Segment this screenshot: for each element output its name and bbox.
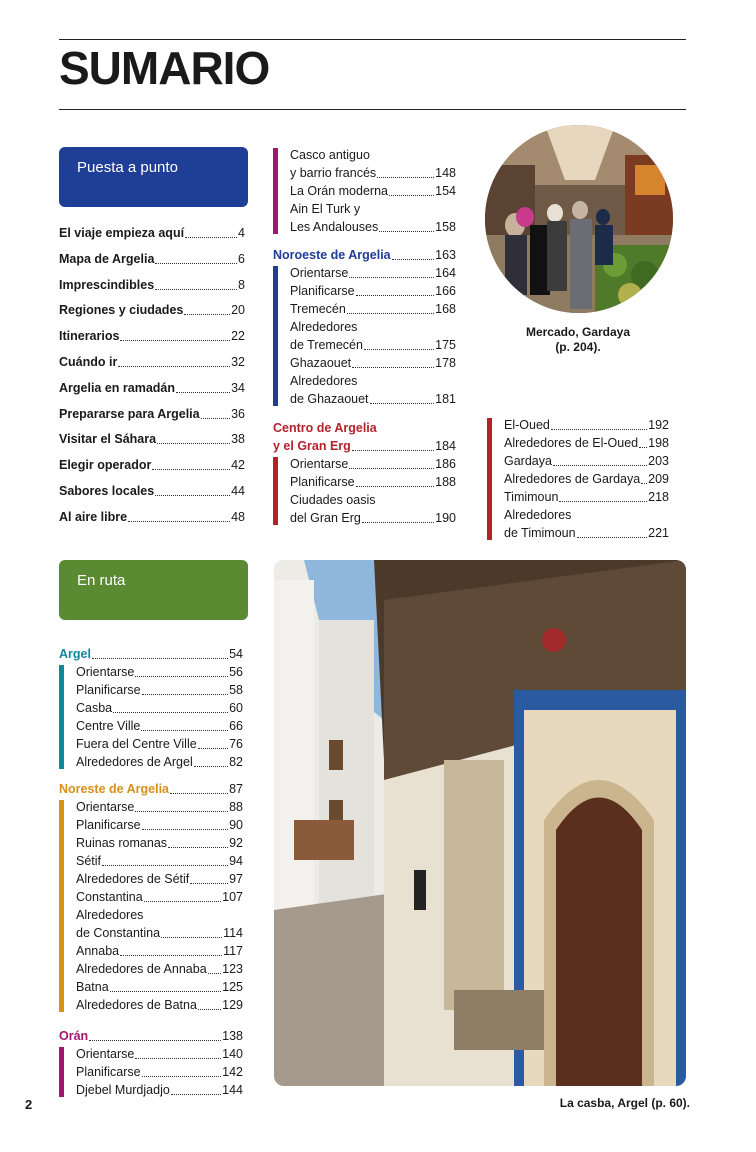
- casba-photo: [274, 560, 686, 1086]
- toc-entry-page: 76: [229, 737, 243, 751]
- dot-leader: [356, 295, 435, 296]
- toc-entry-label: Elegir operador: [59, 458, 152, 473]
- toc-entry-label: Orientarse: [290, 266, 349, 280]
- section-badge-puesta: [59, 147, 248, 207]
- dot-leader: [171, 1094, 221, 1095]
- section-heading-argel[interactable]: Argel 54: [59, 647, 243, 661]
- toc-entry-label: del Gran Erg: [290, 511, 361, 525]
- toc-entry-page: 188: [435, 475, 456, 489]
- section-centro-continued: [487, 416, 669, 542]
- toc-entry-label: Tremecén: [290, 302, 346, 316]
- toc-entry[interactable]: [290, 164, 456, 182]
- toc-entry-label: y barrio francés: [290, 166, 377, 180]
- toc-entry-label: Regiones y ciudades: [59, 303, 184, 318]
- toc-entry[interactable]: [59, 250, 245, 268]
- dot-leader: [185, 237, 237, 238]
- toc-entry[interactable]: [76, 1045, 243, 1063]
- noreste-subsections: [59, 798, 243, 1014]
- toc-entry[interactable]: [76, 798, 243, 816]
- toc-entry-page: 190: [435, 511, 456, 525]
- toc-entry-label: Alrededores de Batna: [76, 998, 197, 1012]
- toc-entry-page: 181: [435, 392, 456, 406]
- toc-entry-label: Ghazaouet: [290, 356, 352, 370]
- toc-entry-label: de Constantina: [76, 926, 161, 940]
- dot-leader: [639, 447, 647, 448]
- toc-entry-label-line1: Alrededores: [290, 374, 358, 388]
- toc-entry-label: Planificarse: [76, 818, 141, 832]
- toc-entry-label: Alrededores de El-Oued: [504, 436, 639, 450]
- toc-entry-label: Sabores locales: [59, 483, 155, 498]
- toc-entry-label: Les Andalouses: [290, 220, 379, 234]
- page-title: SUMARIO: [59, 42, 270, 94]
- puesta-list: [59, 224, 245, 534]
- dot-leader: [194, 766, 228, 767]
- toc-entry-page: 107: [222, 890, 243, 904]
- dot-leader: [190, 883, 228, 884]
- toc-entry-label: Alrededores de Argel: [76, 755, 193, 769]
- toc-entry-label: Gardaya: [504, 454, 552, 468]
- toc-entry[interactable]: [76, 852, 243, 870]
- dot-leader: [120, 340, 230, 341]
- toc-entry-label: Orientarse: [290, 457, 349, 471]
- toc-entry-page: 144: [222, 1083, 243, 1097]
- toc-entry-label: de Timimoun: [504, 526, 576, 540]
- dot-leader: [356, 486, 435, 487]
- section-centro: [273, 419, 456, 527]
- toc-entry-label: Sétif: [76, 854, 102, 868]
- dot-leader: [155, 495, 230, 496]
- dot-leader: [155, 263, 237, 264]
- toc-entry-page: 94: [229, 854, 243, 868]
- dot-leader: [551, 429, 647, 430]
- toc-entry-label-line1: Ciudades oasis: [290, 493, 376, 507]
- toc-entry-page: 164: [435, 266, 456, 280]
- toc-entry-page: 32: [231, 354, 245, 369]
- toc-entry-label: de Ghazaouet: [290, 392, 369, 406]
- toc-entry[interactable]: [290, 354, 456, 372]
- dot-leader: [349, 277, 434, 278]
- dot-leader: [559, 501, 647, 502]
- centro-continued-subsections: [487, 416, 669, 542]
- toc-entry[interactable]: [59, 508, 245, 526]
- toc-entry[interactable]: [59, 276, 245, 294]
- section-oran: [59, 1027, 243, 1099]
- toc-entry[interactable]: [290, 264, 456, 282]
- toc-entry-page: 125: [222, 980, 243, 994]
- toc-entry-page: 66: [229, 719, 243, 733]
- toc-entry[interactable]: [59, 482, 245, 500]
- section-noreste: [59, 780, 243, 1014]
- toc-entry-page: 175: [435, 338, 456, 352]
- toc-entry[interactable]: [504, 416, 669, 434]
- toc-entry[interactable]: [290, 455, 456, 473]
- dot-leader: [553, 465, 647, 466]
- toc-entry-label: de Tremecén: [290, 338, 363, 352]
- dot-leader: [155, 289, 237, 290]
- toc-entry-page: 114: [223, 926, 243, 940]
- dot-leader: [352, 367, 434, 368]
- toc-entry[interactable]: [290, 336, 456, 354]
- toc-entry-label: Fuera del Centre Ville: [76, 737, 197, 751]
- toc-entry[interactable]: [504, 452, 669, 470]
- section-heading-noroeste[interactable]: Noroeste de Argelia 163: [273, 248, 456, 262]
- toc-entry-page: 38: [231, 432, 245, 447]
- toc-entry-page: 154: [435, 184, 456, 198]
- dot-leader: [198, 1009, 221, 1010]
- toc-entry[interactable]: [59, 327, 245, 345]
- dot-leader: [198, 748, 228, 749]
- toc-entry-label: Annaba: [76, 944, 120, 958]
- toc-entry-page: 82: [229, 755, 243, 769]
- dot-leader: [641, 483, 647, 484]
- toc-entry-label: Itinerarios: [59, 329, 120, 344]
- toc-entry[interactable]: [290, 182, 456, 200]
- dot-leader: [349, 468, 434, 469]
- dot-leader: [577, 537, 648, 538]
- toc-entry-page: 117: [223, 944, 243, 958]
- dot-leader: [201, 418, 231, 419]
- toc-entry-page: 22: [231, 329, 245, 344]
- toc-entry[interactable]: [76, 942, 243, 960]
- toc-entry[interactable]: [504, 470, 669, 488]
- dot-leader: [142, 694, 228, 695]
- toc-entry[interactable]: [290, 473, 456, 491]
- toc-entry[interactable]: [76, 663, 243, 681]
- toc-entry[interactable]: [59, 430, 245, 448]
- toc-entry[interactable]: [76, 888, 243, 906]
- dot-leader: [157, 443, 230, 444]
- dot-leader: [142, 829, 228, 830]
- toc-entry-page: 58: [229, 683, 243, 697]
- section-noroeste: [273, 246, 456, 408]
- toc-entry[interactable]: [76, 816, 243, 834]
- toc-entry-page: 97: [229, 872, 243, 886]
- dot-leader: [347, 313, 434, 314]
- toc-entry-label: Djebel Murdjadjo: [76, 1083, 170, 1097]
- toc-entry-page: 166: [435, 284, 456, 298]
- toc-entry-page: 6: [238, 251, 245, 266]
- market-caption: Mercado, Gardaya (p. 204).: [525, 325, 631, 354]
- title-rule: [59, 109, 686, 110]
- toc-entry[interactable]: [59, 456, 245, 474]
- toc-entry[interactable]: [59, 353, 245, 371]
- toc-entry-label: Alrededores de Annaba: [76, 962, 207, 976]
- toc-entry-page: 218: [648, 490, 669, 504]
- toc-entry-label-line1: Casco antiguo: [290, 148, 370, 162]
- toc-entry-page: 4: [238, 226, 245, 240]
- toc-entry-page: 92: [229, 836, 243, 850]
- dot-leader: [135, 811, 228, 812]
- toc-entry[interactable]: [59, 224, 245, 242]
- dot-leader: [113, 712, 228, 713]
- section-argel: [59, 645, 243, 771]
- toc-entry-page: 158: [435, 220, 456, 234]
- toc-entry-label: Ruinas romanas: [76, 836, 168, 850]
- toc-entry-page: 90: [229, 818, 243, 832]
- toc-entry-label: Cuándo ir: [59, 354, 118, 369]
- dot-leader: [389, 195, 434, 196]
- dot-leader: [128, 521, 230, 522]
- toc-entry[interactable]: [59, 301, 245, 319]
- toc-entry[interactable]: [504, 524, 669, 542]
- toc-entry[interactable]: [76, 681, 243, 699]
- toc-entry[interactable]: [504, 488, 669, 506]
- toc-entry[interactable]: [76, 717, 243, 735]
- toc-entry[interactable]: [76, 1081, 243, 1099]
- toc-entry-page: 42: [231, 458, 245, 473]
- toc-entry-label: Batna: [76, 980, 109, 994]
- dot-leader: [362, 522, 434, 523]
- oran-subsections: [59, 1045, 243, 1099]
- toc-entry-label: Argelia en ramadán: [59, 380, 176, 395]
- dot-leader: [118, 366, 230, 367]
- toc-entry-label: Planificarse: [290, 475, 355, 489]
- toc-entry-page: 48: [231, 509, 245, 524]
- section-heading-oran[interactable]: Orán 138: [59, 1029, 243, 1043]
- toc-entry-label: Timimoun: [504, 490, 559, 504]
- toc-entry[interactable]: [59, 379, 245, 397]
- toc-entry-label: Planificarse: [290, 284, 355, 298]
- dot-leader: [102, 865, 228, 866]
- market-photo: [485, 125, 673, 313]
- toc-entry[interactable]: [59, 405, 245, 423]
- toc-entry[interactable]: [76, 978, 243, 996]
- dot-leader: [135, 1058, 221, 1059]
- toc-entry-label-line1: Alrededores: [76, 908, 144, 922]
- toc-entry-label: Mapa de Argelia: [59, 251, 155, 266]
- dot-leader: [379, 231, 434, 232]
- toc-entry-label: Visitar el Sáhara: [59, 432, 157, 447]
- section-heading-noreste[interactable]: Noreste de Argelia 87: [59, 782, 243, 796]
- dot-leader: [184, 314, 230, 315]
- toc-entry-label: Centre Ville: [76, 719, 141, 733]
- toc-entry-page: 221: [648, 526, 669, 540]
- toc-entry-label: La Orán moderna: [290, 184, 388, 198]
- section-heading-centro[interactable]: Centro de Argelia y el Gran Erg 184: [273, 421, 456, 453]
- toc-entry[interactable]: [76, 960, 243, 978]
- oran-continued-subsections: [273, 146, 456, 236]
- toc-entry-page: 44: [231, 483, 245, 498]
- toc-entry-label: Prepararse para Argelia: [59, 406, 200, 421]
- toc-entry[interactable]: [76, 753, 243, 771]
- toc-entry-label-line1: Alrededores: [290, 320, 358, 334]
- section-badge-label: Puesta a punto: [77, 159, 178, 176]
- toc-entry-label: El-Oued: [504, 418, 550, 432]
- toc-entry[interactable]: [290, 390, 456, 408]
- toc-entry[interactable]: [504, 434, 669, 452]
- toc-entry-page: 20: [231, 303, 245, 318]
- toc-entry-page: 203: [648, 454, 669, 468]
- toc-entry-page: 178: [435, 356, 456, 370]
- toc-entry[interactable]: [290, 509, 456, 527]
- toc-entry-label: Orientarse: [76, 665, 135, 679]
- dot-leader: [144, 901, 221, 902]
- toc-entry-page: 142: [222, 1065, 243, 1079]
- dot-leader: [141, 730, 228, 731]
- toc-entry-label: Imprescindibles: [59, 277, 155, 292]
- dot-leader: [364, 349, 434, 350]
- section-badge-ruta: [59, 560, 248, 620]
- toc-entry-label: Alrededores de Gardaya: [504, 472, 641, 486]
- toc-entry-label-line1: Alrededores: [504, 508, 572, 522]
- toc-entry-page: 56: [229, 665, 243, 679]
- dot-leader: [142, 1076, 222, 1077]
- dot-leader: [110, 991, 221, 992]
- dot-leader: [377, 177, 434, 178]
- toc-entry-label: Planificarse: [76, 683, 141, 697]
- dot-leader: [208, 973, 221, 974]
- dot-leader: [120, 955, 222, 956]
- toc-entry[interactable]: [76, 834, 243, 852]
- section-oran-continued: [273, 146, 456, 236]
- dot-leader: [168, 847, 228, 848]
- section-badge-label: En ruta: [77, 572, 126, 589]
- toc-entry-page: 192: [648, 418, 669, 432]
- toc-entry-page: 88: [229, 800, 243, 814]
- toc-entry-page: 186: [435, 457, 456, 471]
- noroeste-subsections: [273, 264, 456, 408]
- toc-entry-page: 129: [222, 998, 243, 1012]
- toc-entry-label: Planificarse: [76, 1065, 141, 1079]
- toc-entry-label: Alrededores de Sétif: [76, 872, 190, 886]
- toc-entry[interactable]: [76, 870, 243, 888]
- dot-leader: [152, 469, 230, 470]
- argel-subsections: [59, 663, 243, 771]
- toc-entry-page: 36: [231, 406, 245, 421]
- toc-entry[interactable]: [290, 282, 456, 300]
- dot-leader: [161, 937, 222, 938]
- dot-leader: [135, 676, 228, 677]
- toc-entry-label: Orientarse: [76, 1047, 135, 1061]
- toc-entry[interactable]: [76, 1063, 243, 1081]
- toc-entry[interactable]: [76, 996, 243, 1014]
- dot-leader: [370, 403, 435, 404]
- dot-leader: [176, 392, 230, 393]
- toc-entry[interactable]: [290, 300, 456, 318]
- toc-entry-page: 198: [648, 436, 669, 450]
- toc-entry-label-line1: Ain El Turk y: [290, 202, 361, 216]
- toc-entry[interactable]: [76, 699, 243, 717]
- toc-entry-label: Casba: [76, 701, 113, 715]
- toc-entry-page: 123: [222, 962, 243, 976]
- toc-entry-page: 34: [231, 380, 245, 395]
- toc-entry[interactable]: [290, 218, 456, 236]
- toc-entry-page: 148: [435, 166, 456, 180]
- toc-entry-page: 168: [435, 302, 456, 316]
- toc-entry-label: El viaje empieza aquí: [59, 226, 185, 240]
- page-number: 2: [25, 1097, 33, 1112]
- toc-entry-label: Constantina: [76, 890, 143, 904]
- centro-subsections: [273, 455, 456, 527]
- toc-entry-page: 140: [222, 1047, 243, 1061]
- toc-entry-label: Orientarse: [76, 800, 135, 814]
- toc-entry-label: Al aire libre: [59, 509, 128, 524]
- toc-entry-page: 60: [229, 701, 243, 715]
- toc-entry[interactable]: [76, 924, 243, 942]
- top-rule: [59, 39, 686, 40]
- toc-entry[interactable]: [76, 735, 243, 753]
- toc-entry-page: 8: [238, 277, 245, 292]
- casba-caption: La casba, Argel (p. 60).: [559, 1096, 690, 1110]
- toc-entry-page: 209: [648, 472, 669, 486]
